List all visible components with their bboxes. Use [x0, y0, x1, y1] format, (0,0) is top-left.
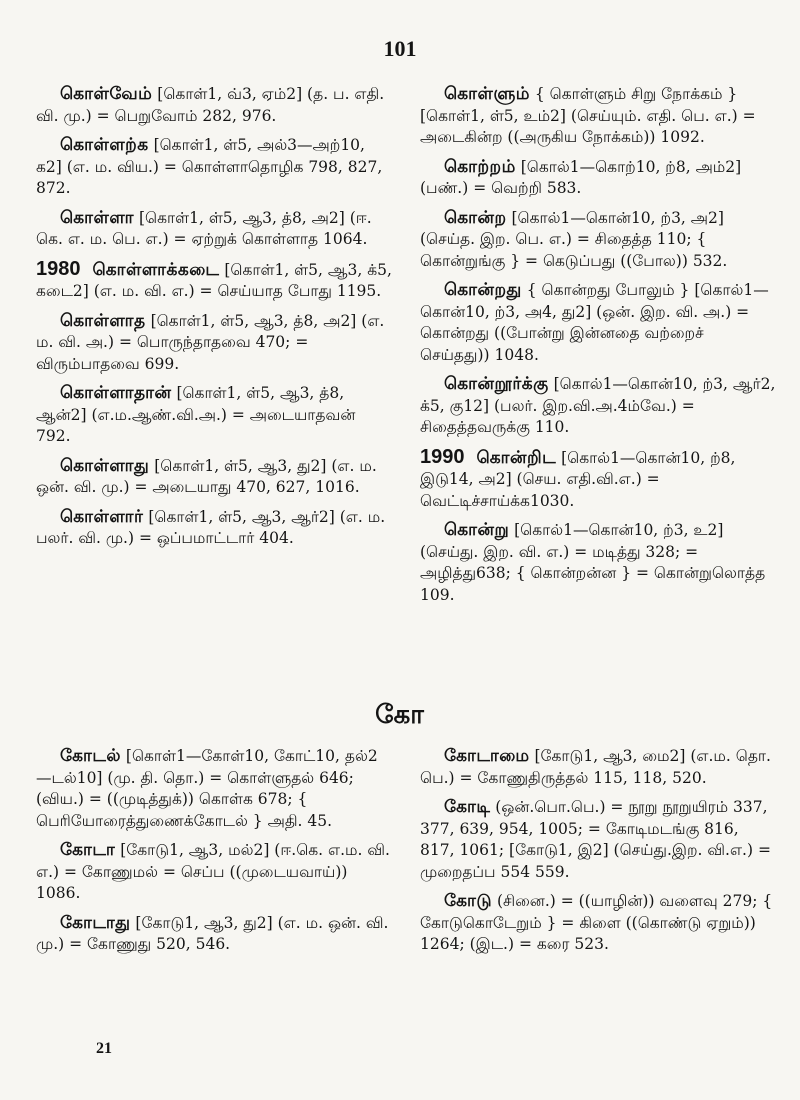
dictionary-entry [420, 280, 776, 366]
entry-definition: [கோடு1, ஆ3, மை2] (எ.ம. தொ. பெ.) = கோணுதிருத்தல் 115, 118, 520. [420, 747, 771, 787]
dictionary-entry [36, 507, 392, 550]
entry-headword: கொள்வேம் [60, 84, 153, 104]
entry-definition: [கொள்1, ள்5, ஆ3, த்8, அ2] (எ. ம. வி. அ.) = பொருந்தாதவை 470; = விரும்பாதவை 699. [36, 311, 385, 373]
entry-number: 1980 [36, 257, 81, 280]
entry-definition: [கொள்1—கோள்10, கோட்10, தல்2—டல்10] (மு. தி. தொ.) = கொள்ளுதல் 646; (விய.) = ((முடித்துக்)) கொள்க 678; { பெரியோரைத்துணைக்கோடல் } அதி. 45. [36, 747, 378, 830]
entry-headword: கொள்ளாக்கடை [92, 259, 220, 280]
entry-headword: கொள்ளாதான் [60, 383, 172, 403]
entry-definition: [கொள்1, ள்5, ஆ3, து2] (எ. ம. ஒன். வி. மு.) = அடையாது 470, 627, 1016. [36, 456, 377, 496]
dictionary-entry [420, 746, 776, 789]
dictionary-entry [36, 135, 392, 200]
entry-headword: கொள்ளாத [60, 310, 146, 331]
entry-definition: (சினை.) = ((யாழின்)) வளைவு 279; { கோடுகொடேறும் } = கிளை ((கொண்டு ஏறும்)) 1264; (இட.) = கரை 523. [420, 892, 773, 953]
entry-headword: கொன்ற [444, 207, 507, 228]
entry-headword: கொள்ளாது [60, 455, 150, 476]
entry-definition: [கொள்1, ள்5, ஆ3, த்8, ஆன்2] (எ.ம.ஆண்.வி.அ.) = அடையாதவன் 792. [36, 384, 356, 445]
entry-definition: [கொள்1, வ்3, ஏம்2] (த. ப. எதி. வி. மு.) = பெறுவோம் 282, 976. [36, 85, 385, 125]
dictionary-entry [420, 84, 776, 149]
entry-definition: [கொல்1—கொன்10, ற்3, அ2] (செய்த. இற. பெ. எ.) = சிதைத்த 110; { கொன்றுங்கு } = கெடுப்பது ((போல)) 532. [420, 208, 728, 270]
entry-definition: [கொல்1—கொன்10, ற்3, உ2] (செய்து. இற. வி. எ.) = மடித்து 328; = அழித்து638; { கொன்றன்ன } = கொன்றுலொத்த 109. [420, 521, 766, 604]
dictionary-entry [36, 456, 392, 499]
entry-definition: { கொள்ளும் சிறு நோக்கம் } [கொள்1, ள்5, உம்2] (செய்யும். எதி. பெ. எ.) = அடைகின்ற ((அருகிய நோக்கம்)) 1092. [420, 85, 756, 146]
entry-headword: கோடாது [60, 912, 131, 933]
entry-headword: கொற்றம் [444, 156, 516, 177]
dictionary-entry [420, 157, 776, 200]
entry-definition: [கொள்1, ள்5, ஆ3, த்8, அ2] (ஈ. கெ. எ. ம. பெ. எ.) = ஏற்றுக் கொள்ளாத 1064. [36, 208, 372, 248]
dictionary-entry [36, 259, 392, 303]
entry-definition: [கொல்1—கொன்10, ற்8, இடு14, அ2] (செய. எதி.வி.எ.) = வெட்டிச்சாய்க்க1030. [420, 448, 736, 510]
bottom-left-column [36, 746, 392, 964]
entry-headword: கோடா [60, 840, 116, 860]
footer-mark: 21 [96, 1040, 112, 1057]
dictionary-entry [36, 383, 392, 448]
dictionary-entry [36, 311, 392, 376]
entry-definition: { கொன்றது போலும் } [கொல்1—கொன்10, ற்3, அ4, து2] (ஒன். இற. வி. அ.) = கொன்றது ((போன்று இன்னதை வற்றைச் செய்தது)) 1048. [420, 281, 769, 364]
dictionary-entry [420, 374, 776, 439]
section-heading: கோ [375, 700, 425, 730]
entry-definition: [கொள்1, ள்5, அல்3—அற்10, க2] (எ. ம. விய.) = கொள்ளாதொழிக 798, 827, 872. [36, 136, 383, 197]
entry-definition: [கோடு1, ஆ3, து2] (எ. ம. ஒன். வி. மு.) = கோணுது 520, 546. [36, 913, 389, 953]
entry-headword: கோடல் [60, 746, 121, 766]
dictionary-entry [420, 447, 776, 513]
page-number: 101 [383, 36, 417, 61]
entry-definition: [கோடு1, ஆ3, மல்2] (ஈ.கெ. எ.ம. வி. எ.) = கோணுமல் = செப்ப ((முடையவாய்)) 1086. [36, 841, 390, 902]
entry-headword: கொன்றது [444, 280, 522, 300]
entry-headword: கொன்றூர்க்கு [444, 374, 549, 394]
top-left-column [36, 84, 392, 558]
dictionary-entry [36, 746, 392, 832]
bottom-right-column [420, 746, 776, 964]
entry-definition: (ஒன்.பொ.பெ.) = நூறு நூறுயிரம் 337, 377, 639, 954, 1005; = கோடிமடங்கு 816, 817, 1061; [கோடு1, இ2] (செய்து.இற. வி.எ.) = முறைதப்ப 554 559. [420, 798, 771, 881]
entry-definition: [கொள்1, ள்5, ஆ3, க்5, கடை2] (எ. ம. வி. எ.) = செய்யாத போது 1195. [36, 260, 392, 300]
entry-number: 1990 [420, 445, 465, 468]
entry-headword: கோடி [444, 797, 491, 817]
dictionary-entry [420, 891, 776, 956]
entry-headword: கொள்ளார் [60, 506, 144, 527]
dictionary-entry [36, 913, 392, 956]
entry-headword: கொள்ளும் [444, 84, 530, 104]
entry-headword: கோடாமை [444, 746, 530, 766]
dictionary-entry [420, 208, 776, 273]
dictionary-entry [420, 520, 776, 606]
entry-headword: கொள்ளா [60, 207, 135, 228]
entry-headword: கொன்றிட [476, 447, 557, 468]
entry-definition: [கொல்1—கொன்10, ற்3, ஆர்2, க்5, கு12] (பலர். இற.வி.அ.4ம்வே.) = சிதைத்தவருக்கு 110. [420, 375, 776, 436]
dictionary-entry [420, 797, 776, 883]
entry-definition: [கொல்1—கொற்10, ற்8, அம்2] (பண்.) = வெற்றி 583. [420, 157, 742, 197]
entry-headword: கொள்ளற்க [60, 135, 149, 155]
entry-headword: கோடு [444, 891, 492, 911]
entry-headword: கொன்று [444, 520, 510, 540]
dictionary-entry [36, 84, 392, 127]
dictionary-entry [36, 840, 392, 905]
entry-definition: [கொள்1, ள்5, ஆ3, ஆர்2] (எ. ம. பலர். வி. மு.) = ஒப்பமாட்டார் 404. [36, 507, 386, 547]
top-right-column [420, 84, 776, 614]
dictionary-entry [36, 208, 392, 251]
